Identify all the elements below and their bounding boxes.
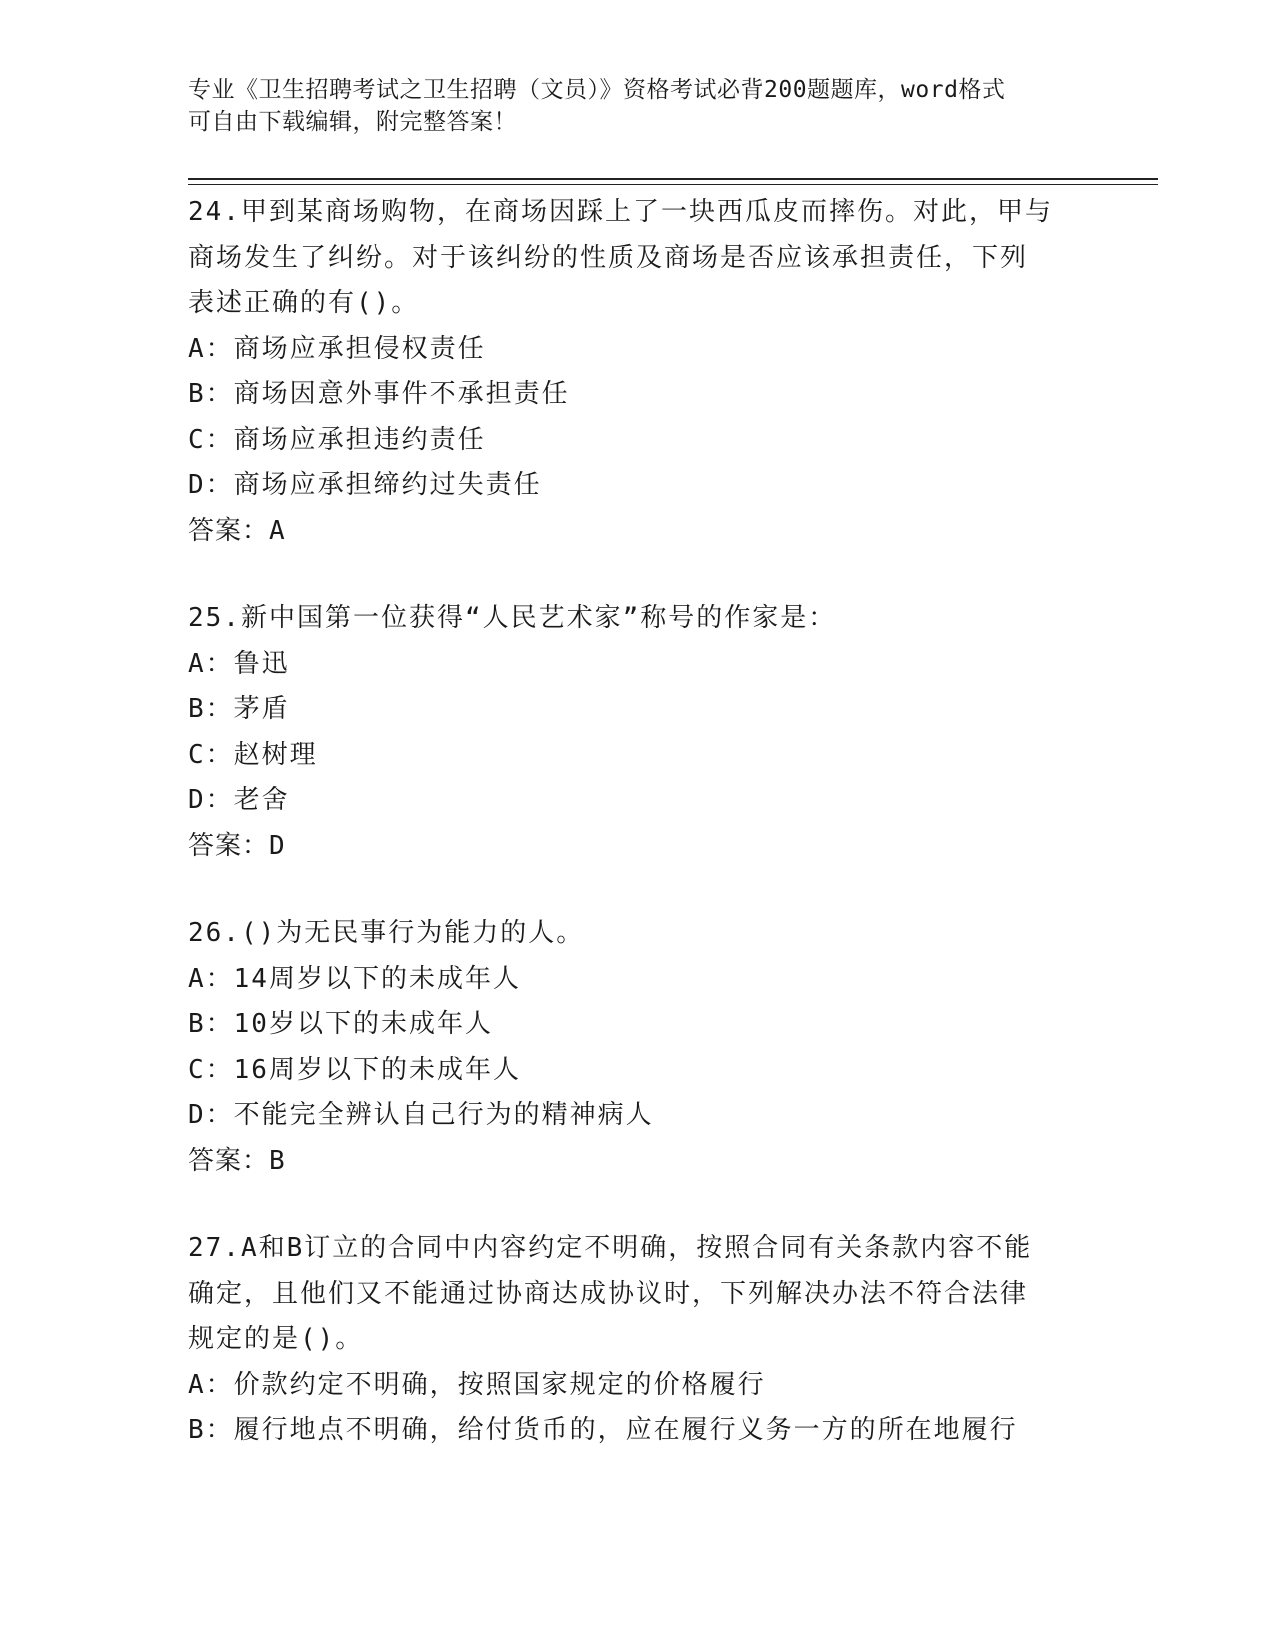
answer-label: 答案：	[188, 830, 270, 861]
option-a: A：价款约定不明确，按照国家规定的价格履行	[188, 1369, 766, 1400]
option-c: C：商场应承担违约责任	[188, 424, 486, 455]
question-stem-line: 27.A和B订立的合同中内容约定不明确，按照合同有关条款内容不能	[188, 1233, 1033, 1263]
answer-line	[188, 1139, 1088, 1185]
header-line-2: 可自由下载编辑，附完整答案！	[188, 109, 517, 135]
answer-line	[188, 509, 1088, 555]
header-divider-thin	[188, 184, 1158, 185]
question-stem-line: 24.甲到某商场购物，在商场因踩上了一块西瓜皮而摔伤。对此，甲与	[188, 197, 1053, 227]
question-list	[188, 190, 1088, 1496]
option-c: C：16周岁以下的未成年人	[188, 1054, 521, 1085]
answer-label: 答案：	[188, 1145, 270, 1176]
option-c: C：赵树理	[188, 739, 318, 770]
answer-line	[188, 824, 1088, 870]
question-stem-line: 25.新中国第一位获得“人民艺术家”称号的作家是：	[188, 603, 837, 633]
question-stem-line: 规定的是()。	[188, 1324, 364, 1354]
header-line-1: 专业《卫生招聘考试之卫生招聘（文员）》资格考试必背200题题库，word格式	[188, 77, 1006, 103]
option-a: A：商场应承担侵权责任	[188, 333, 486, 364]
option-d: D：商场应承担缔约过失责任	[188, 470, 542, 500]
option-a: A：鲁迅	[188, 648, 290, 679]
answer-value: A	[269, 515, 286, 546]
question-stem-line: 商场发生了纠纷。对于该纠纷的性质及商场是否应该承担责任，下列	[188, 242, 1029, 273]
option-b: B：茅盾	[188, 694, 290, 724]
document-header	[188, 74, 1088, 138]
header-divider-thick	[188, 178, 1158, 180]
question-25	[188, 596, 1088, 869]
question-stem-line: 表述正确的有()。	[188, 288, 420, 318]
option-a: A：14周岁以下的未成年人	[188, 963, 521, 994]
option-b: B：10岁以下的未成年人	[188, 1009, 493, 1039]
question-stem-line: 确定，且他们又不能通过协商达成协议时，下列解决办法不符合法律	[188, 1278, 1029, 1309]
answer-value: B	[269, 1145, 286, 1176]
question-27	[188, 1226, 1088, 1454]
option-d: D：老舍	[188, 785, 290, 815]
option-d: D：不能完全辨认自己行为的精神病人	[188, 1100, 654, 1130]
question-26	[188, 911, 1088, 1184]
question-24	[188, 190, 1088, 554]
answer-value: D	[269, 830, 286, 861]
answer-label: 答案：	[188, 515, 270, 546]
question-stem-line: 26.()为无民事行为能力的人。	[188, 918, 585, 948]
option-b: B：商场因意外事件不承担责任	[188, 379, 570, 409]
option-b: B：履行地点不明确，给付货币的，应在履行义务一方的所在地履行	[188, 1415, 1018, 1445]
